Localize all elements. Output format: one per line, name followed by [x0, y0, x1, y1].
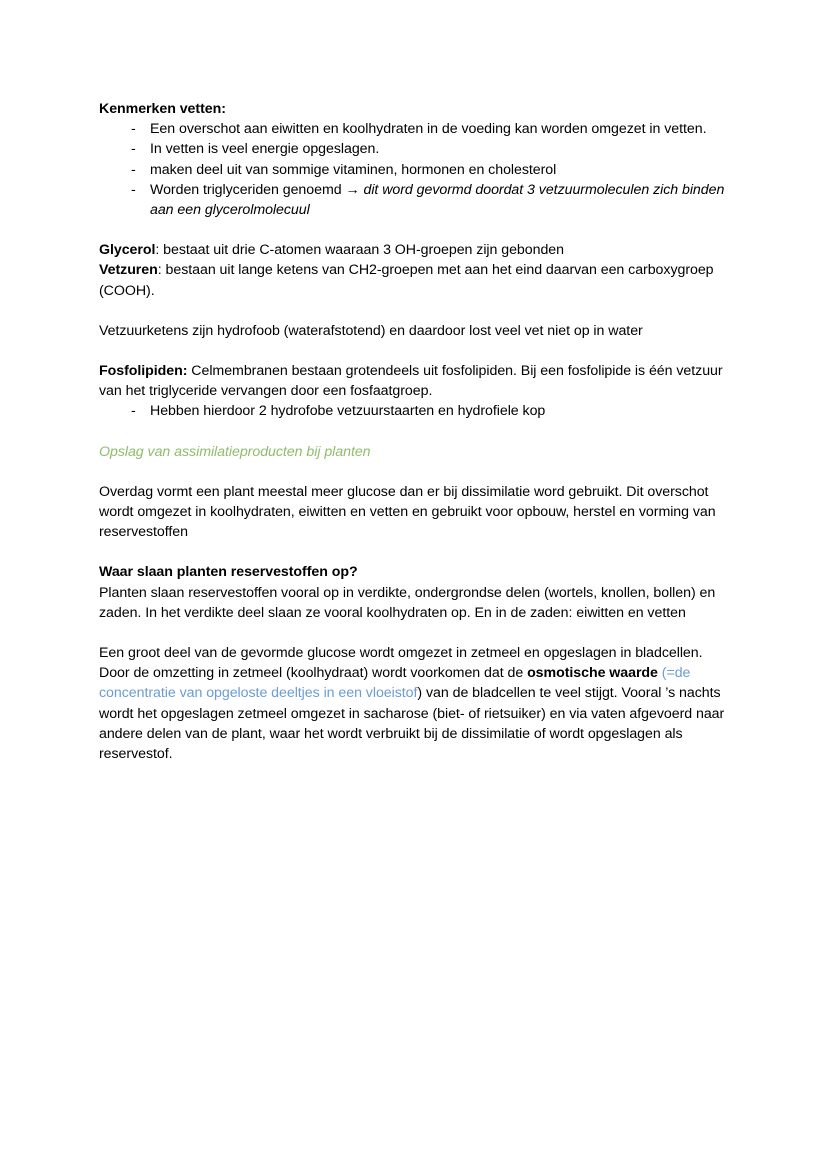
- vetzuren-definition: [99, 260, 728, 300]
- spacer: [99, 301, 728, 321]
- list-marker: -: [131, 403, 136, 420]
- list-item: [99, 160, 728, 180]
- section-kenmerken-vetten: [99, 99, 728, 220]
- list-item-emphasis: dit word gevormd doordat 3 vetzuurmoleculen zich binden aan een glycerolmolecuul: [150, 181, 725, 219]
- spacer: [99, 542, 728, 562]
- blue-inline-note: (=de concentratie van opgeloste deeltjes in een vloeistof: [99, 665, 691, 702]
- list-item-text: Worden triglyceriden genoemd: [150, 181, 346, 198]
- term-fosfolipiden: Fosfolipiden:: [99, 363, 188, 380]
- section-hydrofoob: [99, 321, 728, 341]
- section-waar-slaan-planten-op: [99, 562, 728, 623]
- section-heading: Waar slaan planten reservestoffen op?: [99, 564, 358, 581]
- bold-term-osmotische-waarde: osmotische waarde: [527, 665, 658, 682]
- spacer: [99, 422, 728, 442]
- vetzuren-definition-text: : bestaan uit lange ketens van CH2-groepen met aan het eind daarvan een carboxygroep (COOH).: [99, 262, 714, 299]
- list-item: [99, 180, 728, 220]
- section-opslag-assimilatieproducten: [99, 442, 728, 543]
- list-item: [99, 401, 728, 421]
- opslag-paragraph: Overdag vormt een plant meestal meer glucose dan er bij dissimilatie word gebruikt. Dit overschot wordt omgezet in koolhydraten, eiwitten en vetten en gebruikt voor opbouw, herstel en vorming van reservestoffen: [99, 483, 716, 541]
- list-item: [99, 119, 728, 139]
- zetmeel-text-part2: ) van de bladcellen te veel stijgt. Vooral ’s nachts wordt het opgeslagen zetmeel omgezet in sacharose (biet- of rietsuiker) en via vaten afgevoerd naar andere delen van de plant, waar het wordt verbruikt bij de dissimilatie of wordt opgeslagen als reservestof.: [99, 685, 725, 763]
- fosfolipiden-paragraph: [99, 361, 728, 401]
- list-item-text: Een overschot aan eiwitten en koolhydraten in de voeding kan worden omgezet in vetten.: [150, 121, 707, 138]
- spacer: [99, 462, 728, 482]
- list-item-text: maken deel uit van sommige vitaminen, hormonen en cholesterol: [150, 161, 557, 178]
- section-zetmeel-sacharose: [99, 643, 728, 764]
- fosfolipiden-list: [99, 401, 728, 421]
- section-heading: Kenmerken vetten:: [99, 101, 226, 117]
- list-marker: -: [131, 161, 136, 178]
- kenmerken-vetten-list: [99, 119, 728, 220]
- list-marker: -: [131, 121, 136, 138]
- waar-slaan-paragraph: Planten slaan reservestoffen vooral op in verdikte, ondergrondse delen (wortels, knollen, bollen) en zaden. In het verdikte deel slaan ze vooral koolhydraten op. En in de zaden: eiwitten en vetten: [99, 584, 716, 621]
- zetmeel-text-part1: Een groot deel van de gevormde glucose wordt omgezet in zetmeel en opgeslagen in bladcellen. Door de omzetting in zetmeel (koolhydraat) wordt voorkomen dat de: [99, 645, 703, 682]
- section-glycerol-vetzuren: [99, 240, 728, 301]
- glycerol-definition-text: : bestaat uit drie C-atomen waaraan 3 OH-groepen zijn gebonden: [155, 242, 564, 259]
- list-item-text: Hebben hierdoor 2 hydrofobe vetzuurstaarten en hydrofiele kop: [150, 403, 546, 420]
- list-marker: -: [131, 181, 136, 198]
- right-arrow-icon: →: [345, 181, 360, 198]
- spacer: [99, 623, 728, 643]
- hydrofoob-paragraph: Vetzuurketens zijn hydrofoob (waterafstotend) en daardoor lost veel vet niet op in water: [99, 322, 643, 339]
- spacer: [99, 220, 728, 240]
- fosfolipiden-body: Celmembranen bestaan grotendeels uit fosfolipiden. Bij een fosfolipide is één vetzuur van het triglyceride vervangen door een fosfaatgroep.: [99, 363, 723, 400]
- list-item-text: In vetten is veel energie opgeslagen.: [150, 141, 380, 158]
- document-body: [99, 99, 728, 764]
- list-marker: -: [131, 141, 136, 158]
- term-glycerol: Glycerol: [99, 242, 156, 259]
- section-fosfolipiden: [99, 361, 728, 422]
- spacer: [99, 341, 728, 361]
- green-subheading: Opslag van assimilatieproducten bij planten: [99, 443, 371, 460]
- zetmeel-paragraph: [99, 643, 728, 764]
- term-vetzuren: Vetzuren: [99, 262, 158, 279]
- glycerol-definition: [99, 240, 728, 260]
- list-item: [99, 139, 728, 159]
